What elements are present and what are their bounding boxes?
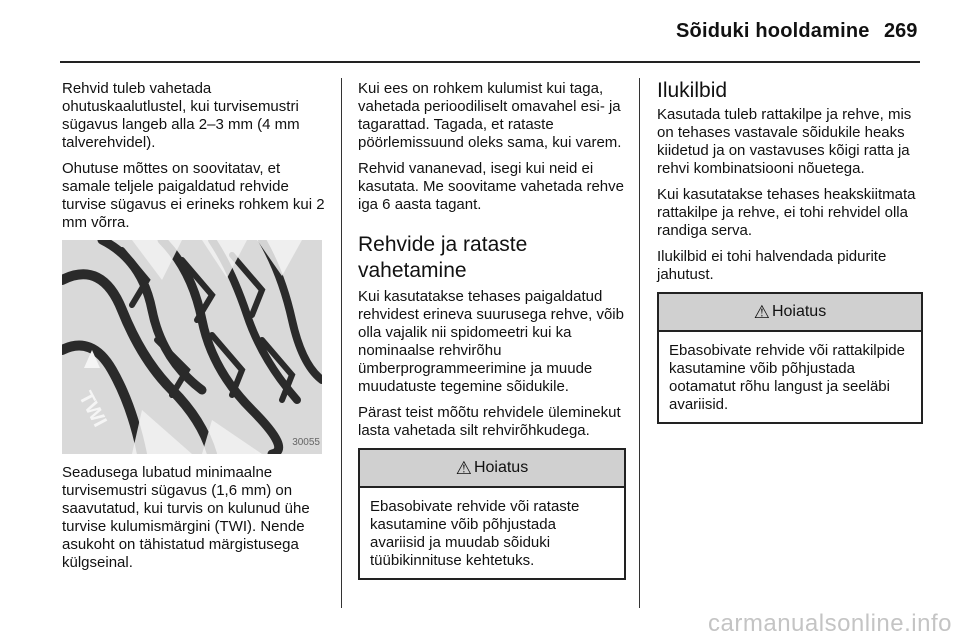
paragraph-different-size: Kui kasutatakse tehases paigaldatud rehvidest erineva suurusega rehve, võib olla vajalik nii spidomeetri kui ka nominaalse rehvirõhu ümberprogrammeerimine ja muude muudatuste tegemine sõidukile.	[358, 288, 624, 395]
figure-number: 30055	[292, 437, 320, 448]
column-3	[657, 80, 923, 424]
page-section-title: Sõiduki hooldamine	[676, 20, 870, 42]
header-rule	[60, 61, 920, 63]
paragraph-approved-covers: Kasutada tuleb rattakilpe ja rehve, mis on tehases vastavale sõidukile heaks kiidetud ja on vastavuses kõigi ratta ja rehvi kombinatsiooni nõuetega.	[657, 106, 912, 177]
paragraph-pressure-label: Pärast teist mõõtu rehvidele üleminekut lasta vahetada silt rehvirõhkudega.	[358, 404, 621, 439]
heading-wheel-covers: Ilukilbid	[657, 79, 728, 102]
page-number: 269	[884, 20, 918, 42]
warning-triangle-icon: ⚠	[455, 458, 472, 478]
watermark: carmanualsonline.info	[708, 610, 952, 637]
warning-title: Hoiatus	[473, 459, 529, 476]
tire-tread-figure	[62, 240, 322, 454]
column-divider-1	[341, 78, 342, 608]
warning-box-tires	[358, 448, 626, 580]
warning-header	[659, 294, 921, 332]
paragraph-brake-cooling: Ilukilbid ei tohi halvendada pidurite jahutust.	[657, 248, 887, 283]
column-2	[358, 80, 626, 580]
tire-tread-illustration	[62, 240, 322, 454]
paragraph-rotate-wheels: Kui ees on rohkem kulumist kui taga, vahetada perioodiliselt omavahel esi- ja tagarattad. Tagada, et rataste pöörlemissuund oleks sama, kui varem.	[358, 80, 622, 151]
paragraph-tire-aging: Rehvid vananevad, isegi kui neid ei kasutata. Me soovitame vahetada rehve iga 6 aasta tagant.	[358, 160, 624, 213]
heading-tire-wheel-change: Rehvide ja rataste vahetamine	[358, 233, 528, 282]
paragraph-unapproved-covers: Kui kasutatakse tehases heakskiitmata rattakilpe ja rehve, ei tohi rehvidel olla randiga serva.	[657, 186, 916, 239]
warning-triangle-icon: ⚠	[753, 302, 770, 322]
warning-text: Ebasobivate rehvide või rattakilpide kasutamine võib põhjustada ootamatut rõhu langust ja seeläbi avariisid.	[669, 342, 905, 413]
paragraph-axle-tread: Ohutuse mõttes on soovitatav, et samale teljele paigaldatud rehvide turvise sügavus ei erineks rohkem kui 2 mm võrra.	[62, 160, 325, 231]
twi-label: TWI	[74, 387, 111, 431]
warning-header	[360, 450, 624, 488]
column-1	[62, 80, 330, 580]
column-divider-2	[639, 78, 640, 608]
paragraph-tire-replacement: Rehvid tuleb vahetada ohutuskaalutlustel, kui turvisemustri sügavus langeb alla 2–3 mm (4 mm talverehvidel).	[62, 80, 300, 151]
warning-title: Hoiatus	[771, 303, 827, 320]
warning-box-covers	[657, 292, 923, 424]
warning-text: Ebasobivate rehvide või rataste kasutamine võib põhjustada avariisid ja muudab sõiduki tüübikinnituse kehtetuks.	[370, 498, 580, 569]
paragraph-minimum-tread: Seadusega lubatud minimaalne turvisemustri sügavus (1,6 mm) on saavutatud, kui turvis on kulunud ühe turvise kulumismärgini (TWI). Nende asukoht on tähistatud märgistusega külgseinal.	[62, 464, 310, 571]
